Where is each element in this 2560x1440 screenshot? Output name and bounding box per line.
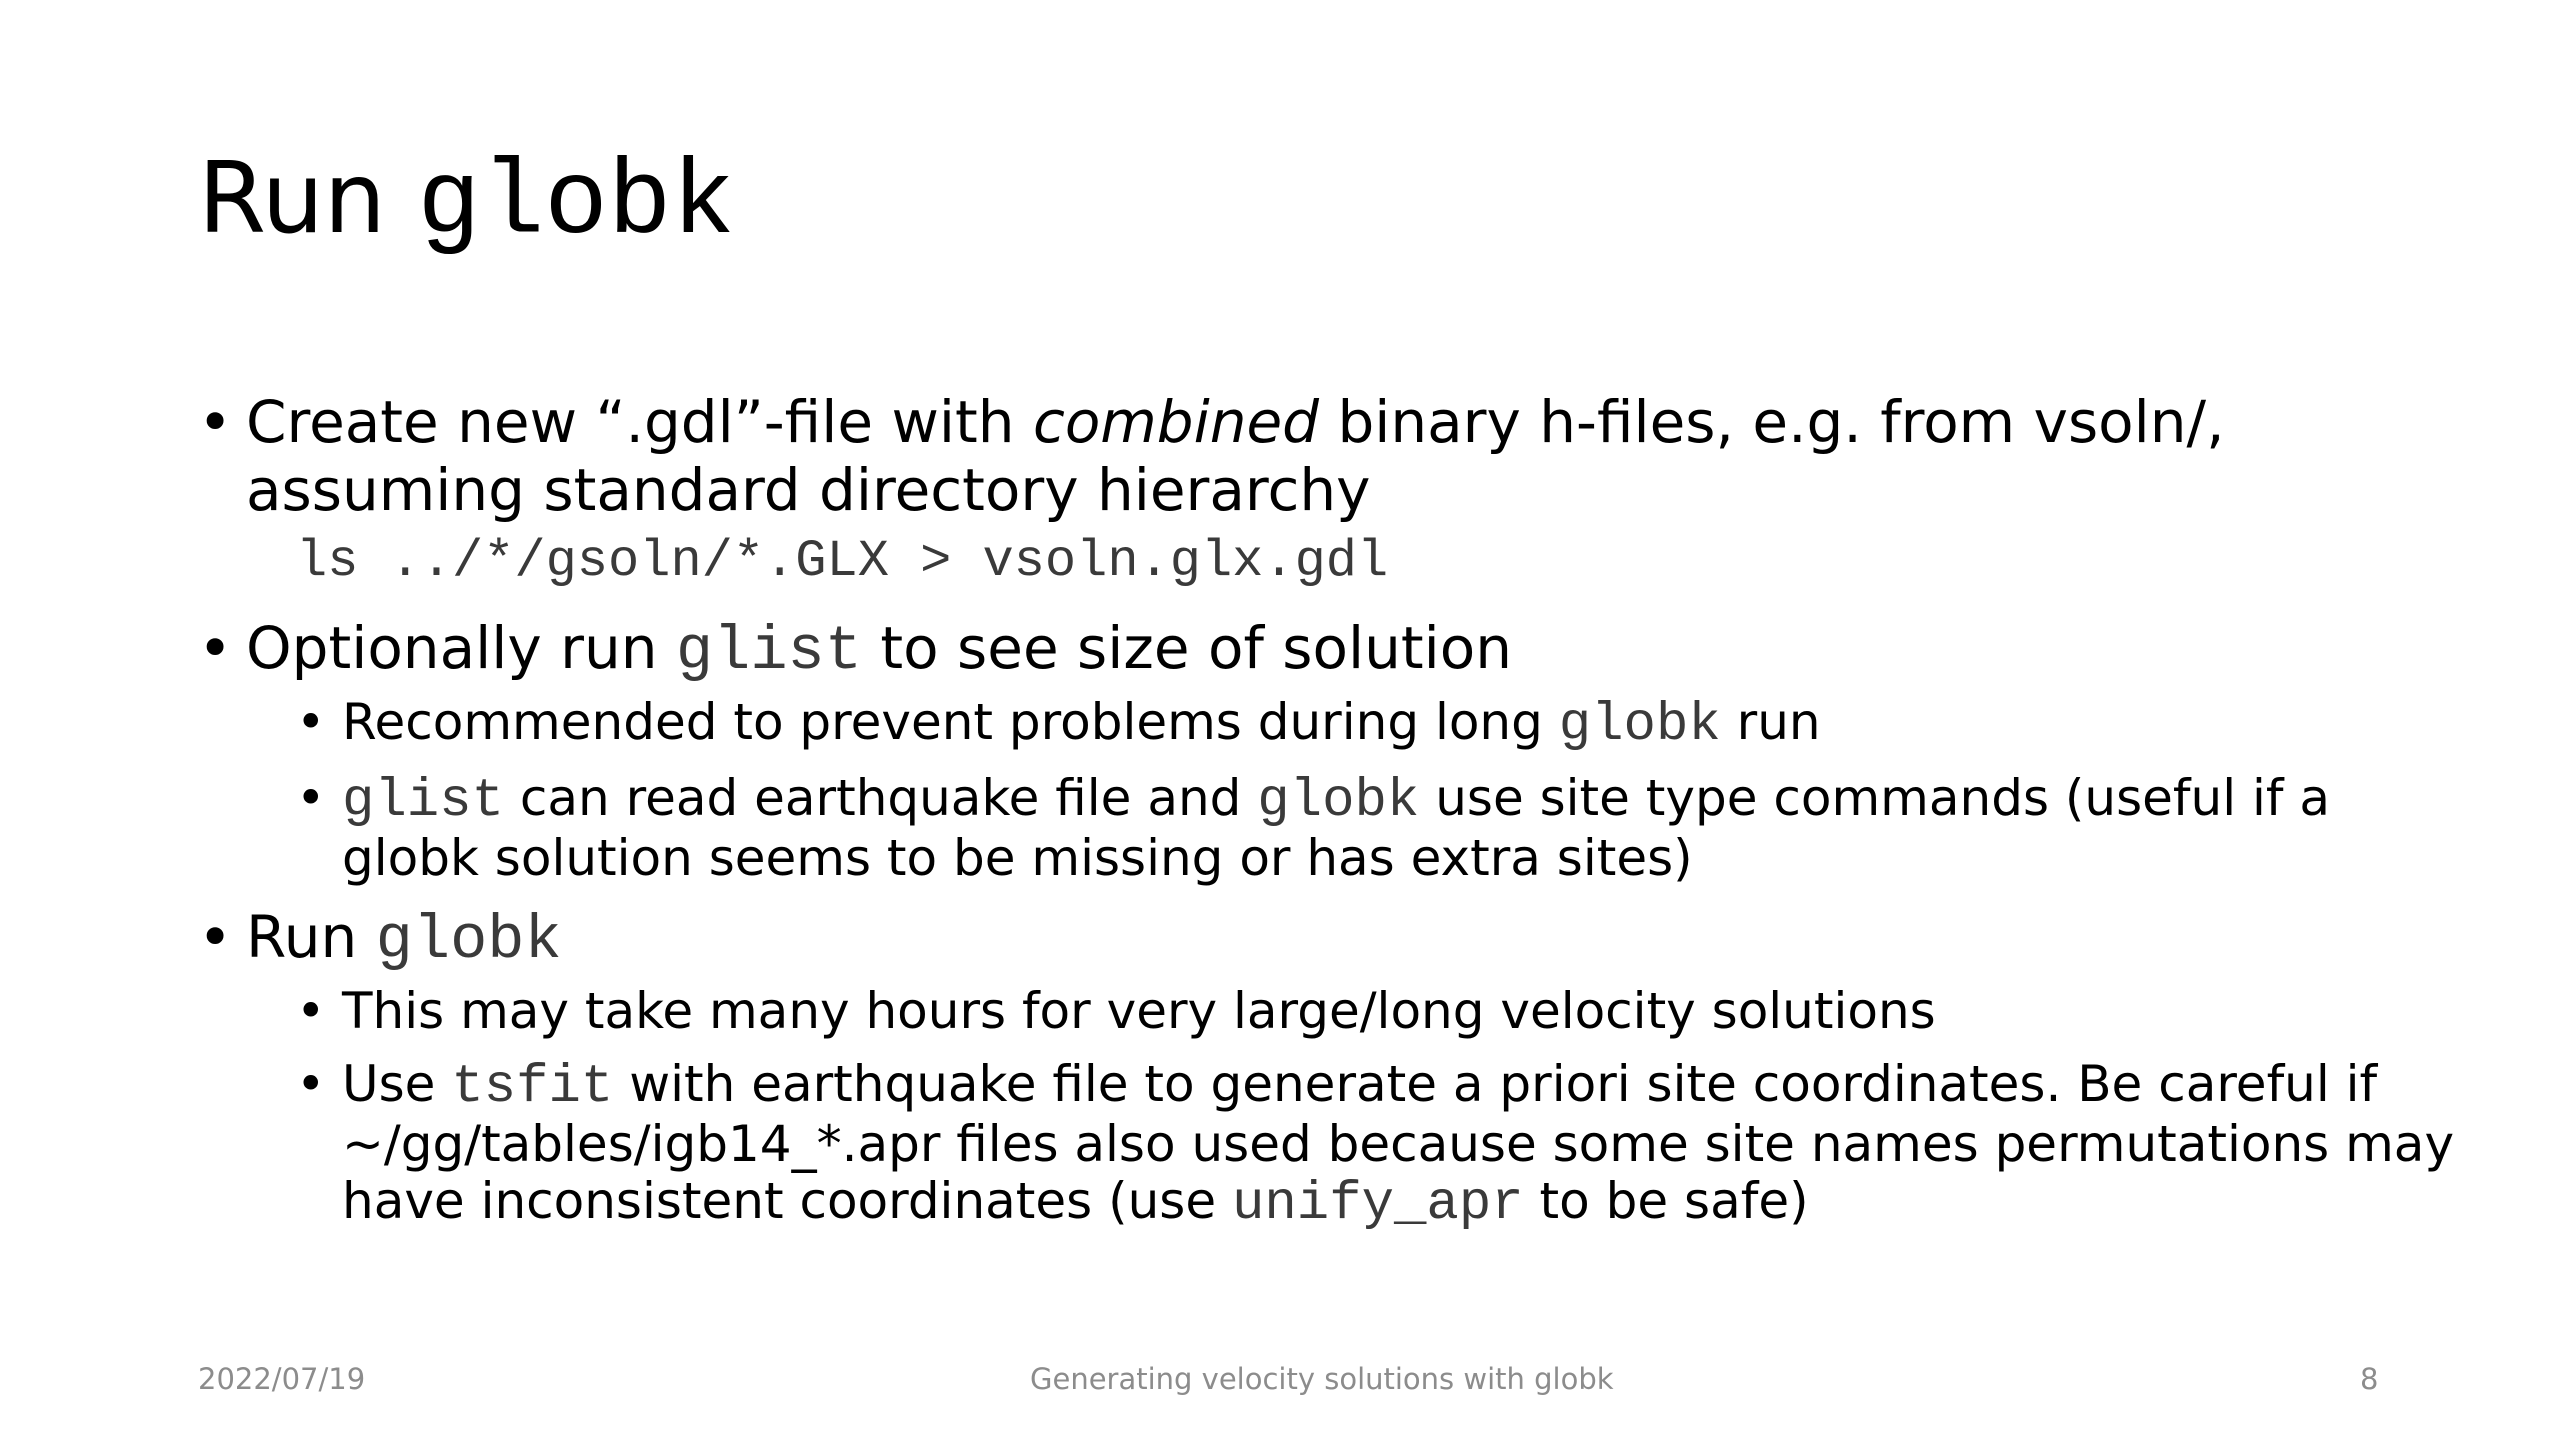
sub-bullet-recommended — [198, 694, 2378, 754]
bullet-line — [246, 388, 2378, 456]
sub-bullet-use-tsfit — [198, 1055, 2455, 1235]
bullet-text: Optionally run — [246, 614, 676, 682]
bullet-line: globk solution seems to be missing or has extra sites) — [342, 829, 1693, 887]
bullet-dot: • — [296, 769, 326, 827]
bullet-text: Use — [342, 1055, 452, 1113]
bullet-dot: • — [198, 903, 233, 971]
sub-bullet-glist-reads — [198, 770, 2378, 887]
sub-bullet-many-hours — [198, 983, 2378, 1040]
bullet-text: to be safe) — [1523, 1172, 1809, 1230]
bullet-line — [342, 770, 2378, 830]
footer-page-number: 8 — [2360, 1362, 2379, 1396]
title-text: Run — [198, 142, 418, 256]
bullet-text: with earthquake file to generate a priori site coordinates. Be careful if — [613, 1055, 2378, 1113]
bullet-run-globk — [198, 903, 2378, 975]
bullet-text: Recommended to prevent problems during long — [342, 693, 1559, 751]
bullet-line: assuming standard directory hierarchy — [246, 456, 1371, 524]
bullet-create-gdl — [198, 388, 2378, 524]
bullet-text: have inconsistent coordinates (use — [342, 1172, 1232, 1230]
bullet-dot: • — [198, 388, 233, 456]
inline-code: unify_apr — [1232, 1174, 1524, 1235]
bullet-text: Run — [246, 903, 376, 971]
inline-code: globk — [1257, 771, 1420, 832]
bullet-line — [342, 1173, 2378, 1233]
bullet-dot: • — [296, 693, 326, 751]
title-code: globk — [417, 144, 736, 264]
slide-body — [198, 388, 2455, 1235]
bullet-text: Create new “.gdl”-file with — [246, 388, 1033, 456]
bullet-line — [342, 1056, 2378, 1116]
bullet-text: use site type commands (useful if a — [1419, 769, 2331, 827]
bullet-text: This may take many hours for very large/long velocity solutions — [342, 982, 1936, 1040]
bullet-dot: • — [296, 982, 326, 1040]
command-line: ls ../*/gsoln/*.GLX > vsoln.glx.gdl — [296, 532, 1389, 591]
bullet-dot: • — [296, 1055, 326, 1113]
inline-code: globk — [375, 905, 562, 976]
inline-code: glist — [675, 616, 862, 687]
inline-code: tsfit — [451, 1057, 614, 1118]
inline-code: globk — [1558, 695, 1721, 756]
bullet-optional-glist — [198, 614, 2378, 686]
bullet-emphasis: combined — [1032, 388, 1320, 456]
bullet-text: to see size of solution — [861, 614, 1512, 682]
bullet-dot: • — [198, 614, 233, 682]
bullet-text: binary h-files, e.g. from vsoln/, — [1319, 388, 2225, 456]
slide-title — [198, 142, 736, 264]
bullet-line: ~/gg/tables/igb14_*.apr files also used because some site names permutations may — [342, 1115, 2455, 1173]
footer-date: 2022/07/19 — [198, 1362, 366, 1396]
bullet-text: can read earthquake file and — [504, 769, 1258, 827]
footer-title: Generating velocity solutions with globk — [1030, 1362, 1614, 1396]
bullet-text: run — [1720, 693, 1821, 751]
inline-code: glist — [342, 771, 505, 832]
